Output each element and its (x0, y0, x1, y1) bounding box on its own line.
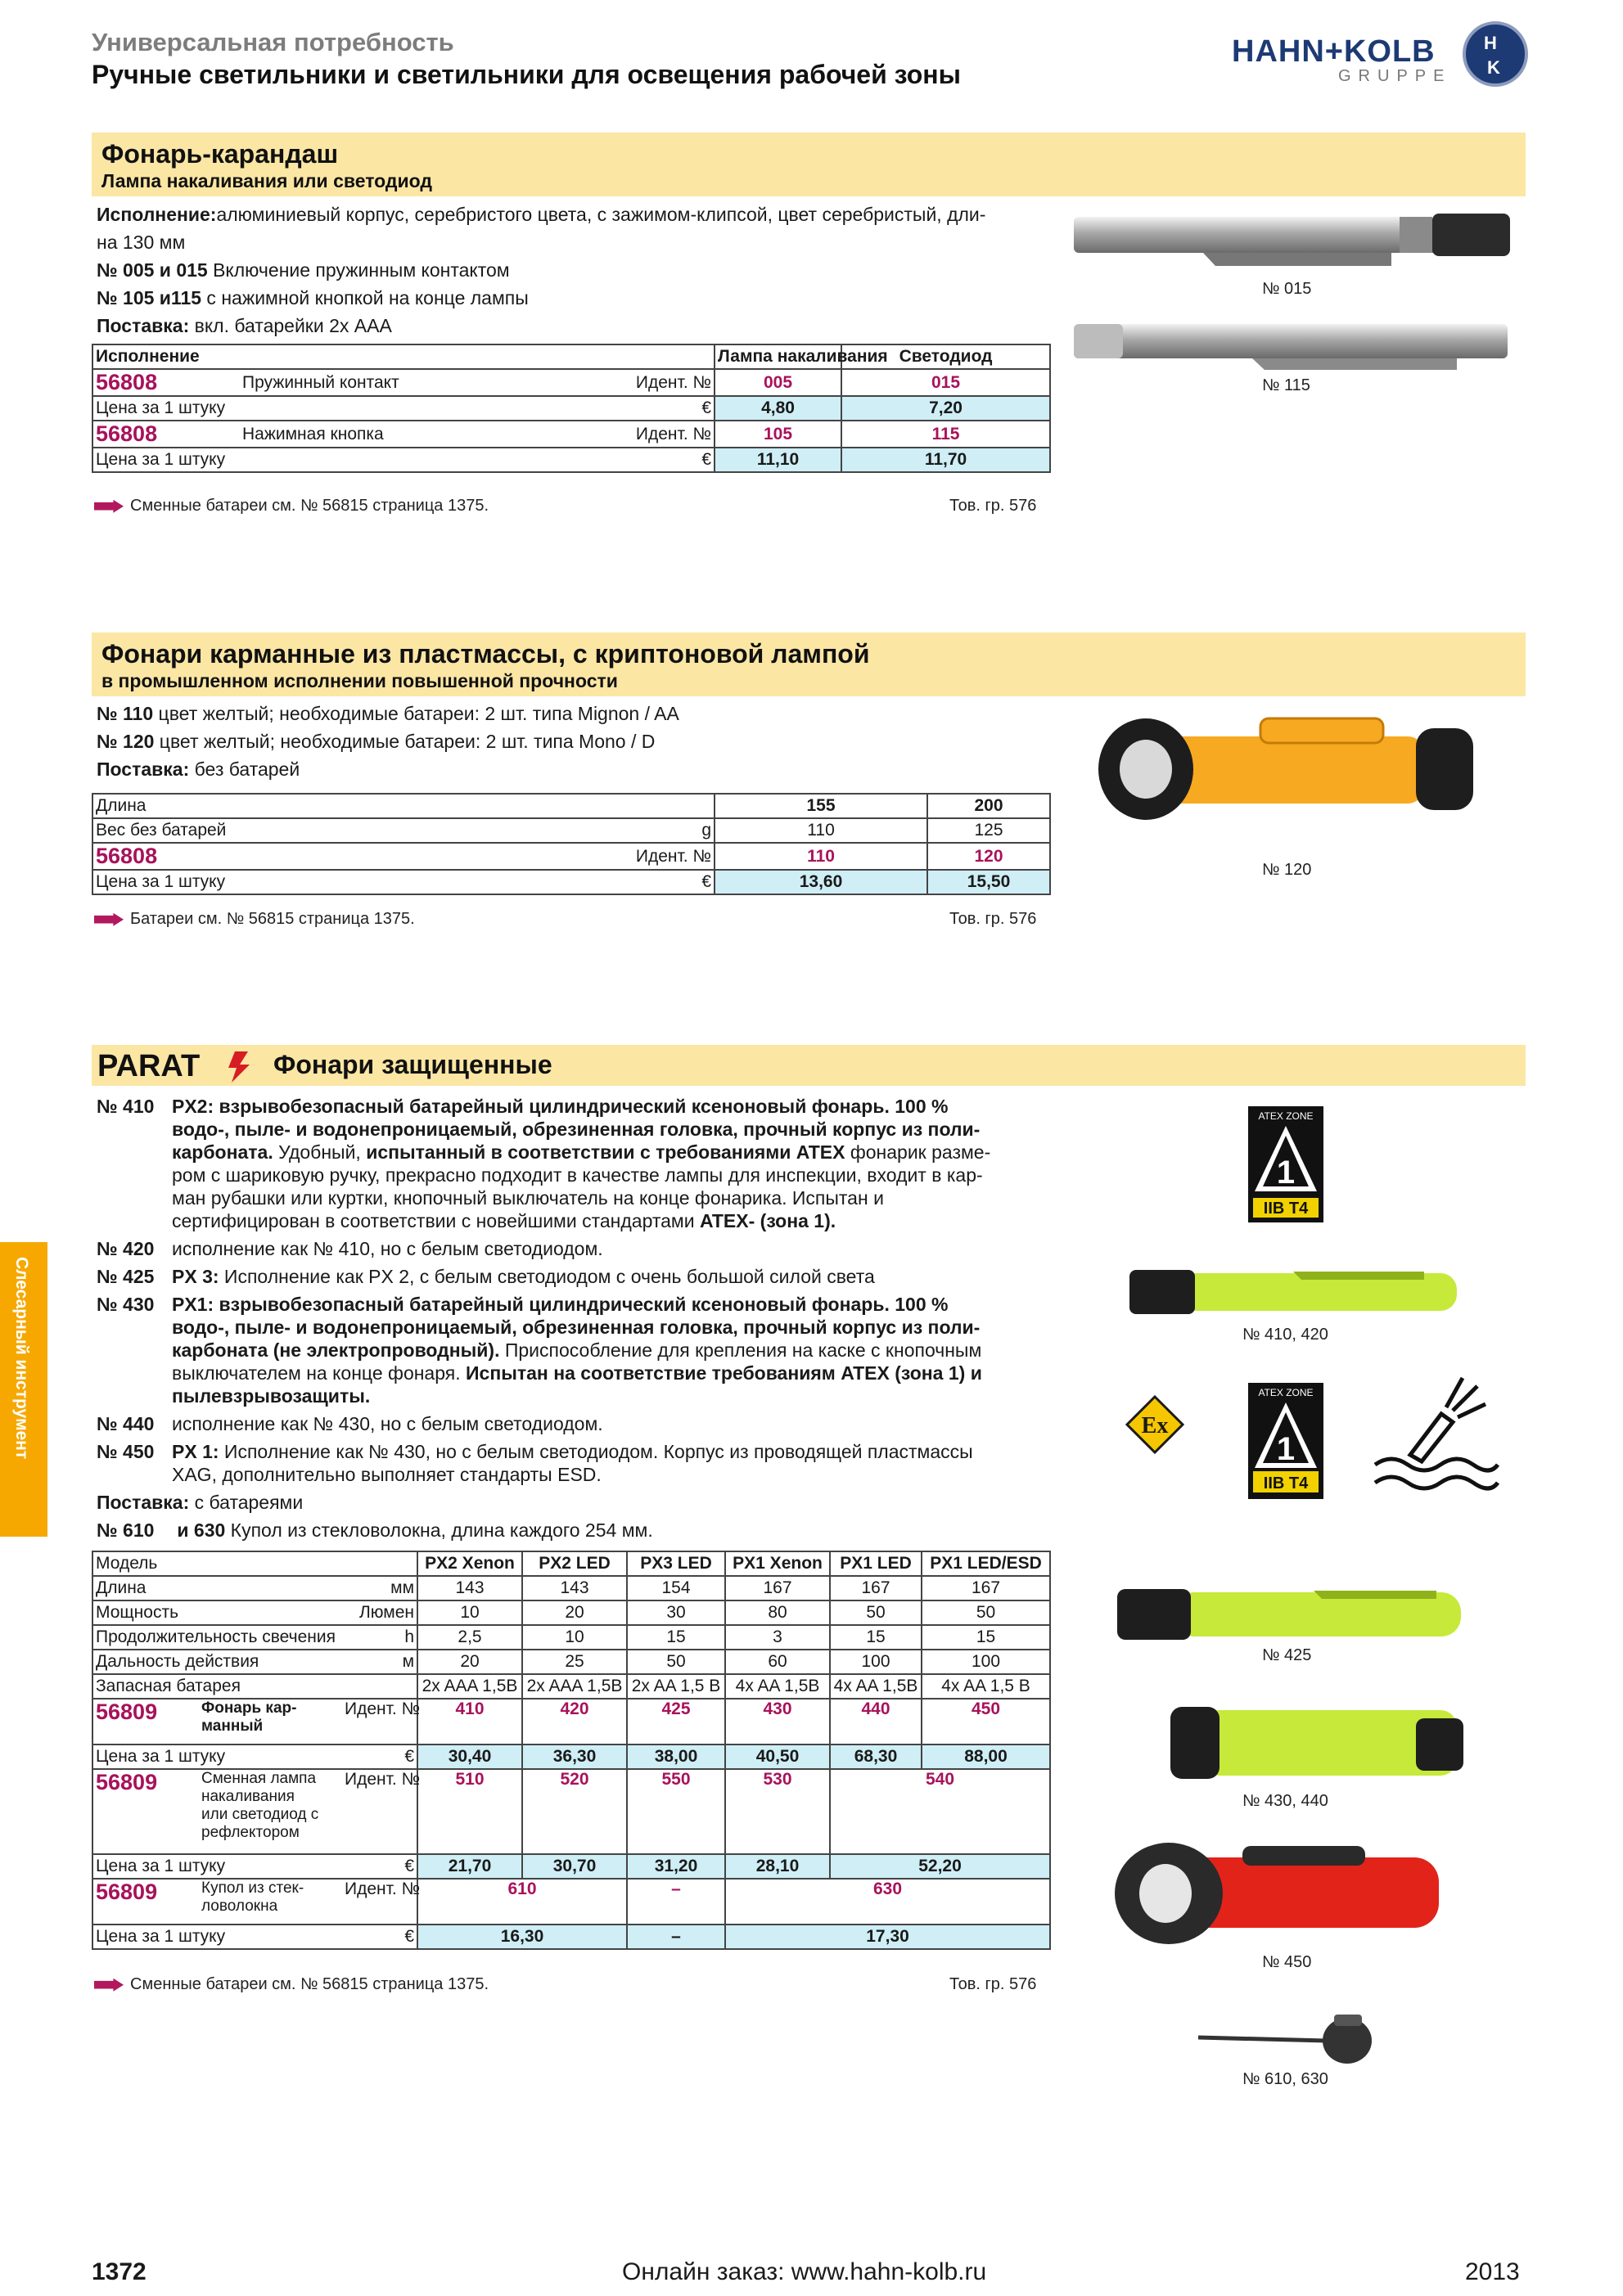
price: 11,10 (715, 448, 841, 472)
row-desc: Сменная лампа накаливания или светодиод с рефлектором (199, 1769, 342, 1854)
year: 2013 (1465, 2258, 1520, 2285)
id-115: 115 (841, 421, 1050, 448)
price: – (627, 1925, 725, 1949)
description-line (97, 1118, 980, 1141)
flashlight-450-image (1111, 1839, 1455, 1946)
text: цвет желтый; необходимые батареи: 2 шт. типа Mono / D (154, 731, 656, 752)
spec-value: PX2 Xenon (417, 1551, 522, 1576)
bold-text: Исполнение: (97, 204, 217, 225)
item-number: № 450 (97, 1441, 155, 1462)
spec-unit (342, 1674, 417, 1699)
spec-value: 50 (830, 1600, 922, 1625)
th-variant: Исполнение (92, 344, 715, 369)
caption-425: № 425 (1262, 1646, 1312, 1664)
spec-value: 100 (830, 1650, 922, 1674)
bold-text: № 120 (97, 731, 155, 752)
th-led: Светодиод (841, 344, 1050, 369)
spec-value: 3 (725, 1625, 830, 1650)
atex-label: ATEX ZONE (1258, 1110, 1314, 1122)
bold-text: PX 1: (172, 1441, 219, 1462)
bold-text: Поставка: (97, 759, 190, 780)
caption-610-630: № 610, 630 (1242, 2070, 1328, 2088)
logo-name: HAHN+KOLB (1232, 34, 1436, 69)
price: 30,40 (417, 1745, 522, 1769)
spec-value: 10 (522, 1625, 627, 1650)
text: Исполнение как № 430, но с белым светодиодом. Корпус из проводящей пластмассы (219, 1441, 973, 1462)
spec-value: 100 (922, 1650, 1050, 1674)
spec-label: Длина (92, 1576, 342, 1600)
logo-disc (1463, 21, 1528, 87)
atex-zone-number: 1 (1276, 1155, 1296, 1191)
description-line (97, 1095, 948, 1118)
description-line (97, 203, 985, 226)
item-number: № 420 (97, 1238, 155, 1259)
spec-value: PX1 LED (830, 1551, 922, 1576)
hahn-kolb-logo (1232, 20, 1526, 93)
currency: € (551, 870, 715, 894)
spec-value: 167 (830, 1576, 922, 1600)
spec-label: Модель (92, 1551, 342, 1576)
article-id: 610 (417, 1879, 627, 1925)
price: 28,10 (725, 1854, 830, 1879)
caption-120: № 120 (1262, 861, 1312, 879)
length-200: 200 (927, 794, 1050, 818)
note-text: Сменные батареи см. № 56815 страница 1375. (130, 497, 489, 515)
text: исполнение как № 410, но с белым светодиодом. (172, 1238, 603, 1259)
bold-text: № 005 и 015 (97, 259, 208, 281)
currency: € (551, 396, 715, 421)
price-label: Цена за 1 штуку (92, 1854, 342, 1879)
item-number: № 410 (97, 1096, 155, 1117)
description-line (97, 1164, 983, 1186)
article-id: – (627, 1879, 725, 1925)
text: Удобный, (273, 1141, 367, 1163)
s1-table (92, 344, 1051, 473)
currency: € (342, 1925, 417, 1949)
spec-label: Запасная батарея (92, 1674, 342, 1699)
glass-fiber-cone-image (1195, 2013, 1391, 2070)
price: 88,00 (922, 1745, 1050, 1769)
section-title: Фонари защищенные (273, 1050, 552, 1079)
s3-table (92, 1551, 1051, 1950)
spec-value: 143 (522, 1576, 627, 1600)
text: вкл. батарейки 2х ААА (189, 315, 392, 336)
spec-label: Продолжительность свечения (92, 1625, 342, 1650)
text: Включение пружинным контактом (207, 259, 510, 281)
row-desc: Пружинный контакт (240, 369, 551, 396)
spec-value: 143 (417, 1576, 522, 1600)
price-label: Цена за 1 штуку (92, 448, 551, 472)
spec-value: 4x AA 1,5 B (922, 1674, 1050, 1699)
text: исполнение как № 430, но с белым светодиодом. (172, 1413, 603, 1434)
s1-goods-group: Тов. гр. 576 (949, 497, 1037, 515)
yellow-flashlight-image (1097, 710, 1490, 825)
price: 15,50 (927, 870, 1050, 894)
article-id: 540 (830, 1769, 1050, 1854)
description-line (97, 1316, 980, 1339)
bold-text: испытанный в соответствии с требованиями ATEX (366, 1141, 845, 1163)
caption-115: № 115 (1262, 376, 1310, 394)
description-line (97, 730, 655, 753)
bold-text: Испытан на соответствие требованиям ATEX (зона 1) и (466, 1362, 982, 1384)
weight-125: 125 (927, 818, 1050, 843)
price: 13,60 (715, 870, 927, 894)
description-line (97, 286, 529, 309)
item-number: № 425 (97, 1266, 155, 1287)
bold-text: PX 3: (172, 1266, 219, 1287)
description-line (97, 314, 392, 337)
spec-unit: h (342, 1625, 417, 1650)
spec-value: 30 (627, 1600, 725, 1625)
caption-430-440: № 430, 440 (1242, 1792, 1328, 1810)
currency: € (551, 448, 715, 472)
pencil-light-015-image (1072, 209, 1514, 274)
ex-explosion-icon (1125, 1395, 1184, 1454)
atex-zone-number: 1 (1276, 1431, 1296, 1467)
spec-unit: Люмен (342, 1600, 417, 1625)
order-link[interactable]: Онлайн заказ: www.hahn-kolb.ru (622, 2258, 987, 2285)
description-line (97, 758, 300, 781)
row-desc: Нажимная кнопка (240, 421, 551, 448)
currency: € (342, 1854, 417, 1879)
arrow-icon (94, 913, 124, 926)
description-line (97, 231, 185, 254)
waterproof-icon (1371, 1375, 1494, 1497)
text: XAG, дополнительно выполняет стандарты ESD. (172, 1464, 602, 1485)
logo-letter-k: K (1487, 57, 1500, 78)
description-line (97, 1237, 603, 1260)
logo-group: GRUPPE (1338, 67, 1452, 85)
spec-value: 167 (922, 1576, 1050, 1600)
id-label: Идент. № (551, 843, 715, 870)
spec-value: 4x AA 1,5B (725, 1674, 830, 1699)
arrow-icon (94, 500, 124, 513)
bold-text: № 105 и115 (97, 287, 202, 308)
bold-text: Поставка: (97, 315, 190, 336)
row-desc: Купол из стек- ловолокна (199, 1879, 342, 1925)
text: сертифицирован в соответствии с новейшими стандартами (172, 1210, 700, 1231)
text: ром с шариковую ручку, прекрасно подходит в качестве лампы для инспекции, входит в кар- (172, 1164, 983, 1186)
s3-goods-group: Тов. гр. 576 (949, 1975, 1037, 1993)
section-protected-flashlights-band (92, 1045, 1526, 1086)
bold-text: ATEX- (зона 1). (699, 1210, 836, 1231)
description-line (97, 1186, 884, 1209)
spec-value: 154 (627, 1576, 725, 1600)
sku: 56808 (92, 421, 240, 448)
price: 17,30 (725, 1925, 1050, 1949)
text: без батарей (189, 759, 300, 780)
id-005: 005 (715, 369, 841, 396)
item-number: № 610 (97, 1519, 155, 1541)
text: выключателем на конце фонаря. (172, 1362, 466, 1384)
text: ман рубашки или куртки, кнопочный выключатель на конце фонарика. Испытан и (172, 1187, 884, 1209)
text: с нажимной кнопкой на конце лампы (201, 287, 529, 308)
price: 21,70 (417, 1854, 522, 1879)
text: цвет желтый; необходимые батареи: 2 шт. типа Mignon / AA (153, 703, 679, 724)
price: 7,20 (841, 396, 1050, 421)
spec-value: 15 (627, 1625, 725, 1650)
spec-unit: мм (342, 1576, 417, 1600)
bold-text: карбоната (не электропроводный). (172, 1339, 500, 1361)
spec-value: PX1 Xenon (725, 1551, 830, 1576)
spec-label: Дальность действия (92, 1650, 342, 1674)
description-line (97, 702, 679, 725)
spec-value: 25 (522, 1650, 627, 1674)
text: фонарик разме- (845, 1141, 991, 1163)
spec-value: 167 (725, 1576, 830, 1600)
text: Купол из стекловолокна, длина каждого 254 мм. (225, 1519, 653, 1541)
section-subtitle: в промышленном исполнении повышенной прочности (101, 670, 618, 691)
spec-value: 4x AA 1,5B (830, 1674, 922, 1699)
description-line (97, 1491, 303, 1514)
spec-value: 2x AAA 1,5B (417, 1674, 522, 1699)
spec-unit (342, 1551, 417, 1576)
description-line (97, 1362, 982, 1384)
price: 31,20 (627, 1854, 725, 1879)
note-text: Батареи см. № 56815 страница 1375. (130, 910, 415, 928)
flashlight-430-image (1170, 1702, 1465, 1784)
pencil-light-115-image (1072, 319, 1514, 376)
weight-110: 110 (715, 818, 927, 843)
text: с батареями (189, 1492, 304, 1513)
description-line (97, 1209, 836, 1232)
caption-015: № 015 (1262, 280, 1312, 298)
section-pencil-light-band (92, 133, 1526, 196)
bold-text: и 630 (172, 1519, 226, 1541)
spec-value: 2x AAA 1,5B (522, 1674, 627, 1699)
spec-value: 20 (417, 1650, 522, 1674)
article-id: 550 (627, 1769, 725, 1854)
atex-class: IIB T4 (1263, 1200, 1309, 1218)
price-label: Цена за 1 штуку (92, 870, 551, 894)
bold-text: водо-, пыле- и водонепроницаемый, обрезиненная головка, прочный корпус из поли- (172, 1317, 981, 1338)
atex-zone1-badge (1248, 1106, 1323, 1222)
section-subtitle: Лампа накаливания или светодиод (101, 170, 432, 191)
spec-value: 15 (922, 1625, 1050, 1650)
row-length-label: Длина (92, 794, 715, 818)
s2-goods-group: Тов. гр. 576 (949, 910, 1037, 928)
article-id: 510 (417, 1769, 522, 1854)
spec-value: 80 (725, 1600, 830, 1625)
text: на 130 мм (97, 232, 186, 253)
s2-table (92, 793, 1051, 895)
description-line (97, 1412, 603, 1435)
article-id: 425 (627, 1699, 725, 1745)
item-number: № 440 (97, 1413, 155, 1434)
spec-value: 2,5 (417, 1625, 522, 1650)
flashlight-410-image (1129, 1268, 1473, 1317)
article-id: 450 (922, 1699, 1050, 1745)
price: 52,20 (830, 1854, 1050, 1879)
description-line (97, 1141, 990, 1164)
spec-value: PX1 LED/ESD (922, 1551, 1050, 1576)
id-label: Идент. № (342, 1769, 417, 1854)
id-label: Идент. № (342, 1699, 417, 1745)
article-id: 420 (522, 1699, 627, 1745)
bold-text: водо-, пыле- и водонепроницаемый, обрезиненная головка, прочный корпус из поли- (172, 1119, 981, 1140)
unit-g: g (551, 818, 715, 843)
section-title: Фонарь-карандаш (101, 139, 339, 169)
article-id: 530 (725, 1769, 830, 1854)
side-tab-label: Слесарный инструмент (12, 1257, 31, 1460)
side-tab[interactable] (0, 1242, 47, 1537)
article-id: 520 (522, 1769, 627, 1854)
arrow-icon (94, 1979, 124, 1992)
article-id: 410 (417, 1699, 522, 1745)
description-line (97, 1265, 875, 1288)
sku: 56809 (92, 1769, 199, 1854)
header-category: Универсальная потребность (92, 28, 454, 56)
page-title: Ручные светильники и светильники для освещения рабочей зоны (92, 60, 961, 89)
price: 38,00 (627, 1745, 725, 1769)
spec-value: PX3 LED (627, 1551, 725, 1576)
text: алюминиевый корпус, серебристого цвета, с зажимом-клипсой, цвет серебристый, дли- (216, 204, 986, 225)
logo-letter-h: H (1484, 33, 1497, 53)
sku: 56809 (92, 1879, 199, 1925)
sku: 56809 (92, 1699, 199, 1745)
price: 68,30 (830, 1745, 922, 1769)
atex-class: IIB T4 (1263, 1474, 1309, 1492)
length-155: 155 (715, 794, 927, 818)
th-incandescent: Лампа накаливания (715, 344, 841, 369)
s3-note[interactable] (94, 1975, 489, 1994)
spec-value: 50 (627, 1650, 725, 1674)
price-label: Цена за 1 штуку (92, 396, 551, 421)
atex-label: ATEX ZONE (1258, 1387, 1314, 1398)
spec-value: 60 (725, 1650, 830, 1674)
article-id: 630 (725, 1879, 1050, 1925)
description-line (97, 1384, 370, 1407)
description-line (97, 259, 510, 281)
price-label: Цена за 1 штуку (92, 1745, 342, 1769)
article-id: 440 (830, 1699, 922, 1745)
spec-value: 10 (417, 1600, 522, 1625)
id-label: Идент. № (551, 421, 715, 448)
spec-value: 2x AA 1,5 B (627, 1674, 725, 1699)
description-line (97, 1293, 948, 1316)
section-plastic-flashlights-band (92, 633, 1526, 696)
note-text: Сменные батареи см. № 56815 страница 1375. (130, 1975, 489, 1993)
sku: 56808 (92, 843, 240, 870)
parat-logo-text: PARAT (97, 1049, 201, 1083)
parat-logo (96, 1048, 259, 1083)
atex-zone1-badge-2 (1248, 1383, 1323, 1499)
id-105: 105 (715, 421, 841, 448)
page-number: 1372 (92, 2258, 147, 2285)
price: 40,50 (725, 1745, 830, 1769)
id-110: 110 (715, 843, 927, 870)
spec-value: PX2 LED (522, 1551, 627, 1576)
bold-text: карбоната. (172, 1141, 273, 1163)
price: 30,70 (522, 1854, 627, 1879)
caption-410-420: № 410, 420 (1242, 1326, 1328, 1344)
id-015: 015 (841, 369, 1050, 396)
s2-note[interactable] (94, 910, 415, 929)
spec-unit: м (342, 1650, 417, 1674)
description-line (97, 1339, 981, 1362)
row-desc: Фонарь кар- манный (199, 1699, 342, 1745)
id-120: 120 (927, 843, 1050, 870)
caption-450: № 450 (1262, 1953, 1312, 1971)
spec-value: 15 (830, 1625, 922, 1650)
description-line (97, 1463, 602, 1486)
ex-label: Ex (1141, 1413, 1169, 1438)
article-id: 430 (725, 1699, 830, 1745)
price: 36,30 (522, 1745, 627, 1769)
bold-text: PX2: взрывобезопасный батарейный цилиндрический ксеноновый фонарь. 100 % (172, 1096, 949, 1117)
description-line (97, 1440, 973, 1463)
price: 4,80 (715, 396, 841, 421)
section-title: Фонари карманные из пластмассы, с криптоновой лампой (101, 639, 870, 669)
spec-label: Мощность (92, 1600, 342, 1625)
spec-value: 20 (522, 1600, 627, 1625)
bold-text: № 110 (97, 703, 154, 724)
price: 11,70 (841, 448, 1050, 472)
text: Исполнение как PX 2, с белым светодиодом с очень большой силой света (219, 1266, 875, 1287)
s1-note[interactable] (94, 497, 489, 515)
bold-text: пылевзрывозащиты. (172, 1385, 371, 1407)
text: Приспособление для крепления на каске с кнопочным (499, 1339, 982, 1361)
price: 16,30 (417, 1925, 627, 1949)
bold-text: PX1: взрывобезопасный батарейный цилиндрический ксеноновый фонарь. 100 % (172, 1294, 949, 1315)
row-weight-label: Вес без батарей (92, 818, 551, 843)
flashlight-425-image (1117, 1586, 1469, 1643)
description-line (97, 1519, 653, 1542)
id-label: Идент. № (551, 369, 715, 396)
spec-value: 50 (922, 1600, 1050, 1625)
item-number: № 430 (97, 1294, 155, 1315)
currency: € (342, 1745, 417, 1769)
price-label: Цена за 1 штуку (92, 1925, 342, 1949)
id-label: Идент. № (342, 1879, 417, 1925)
bold-text: Поставка: (97, 1492, 190, 1513)
sku: 56808 (92, 369, 240, 396)
